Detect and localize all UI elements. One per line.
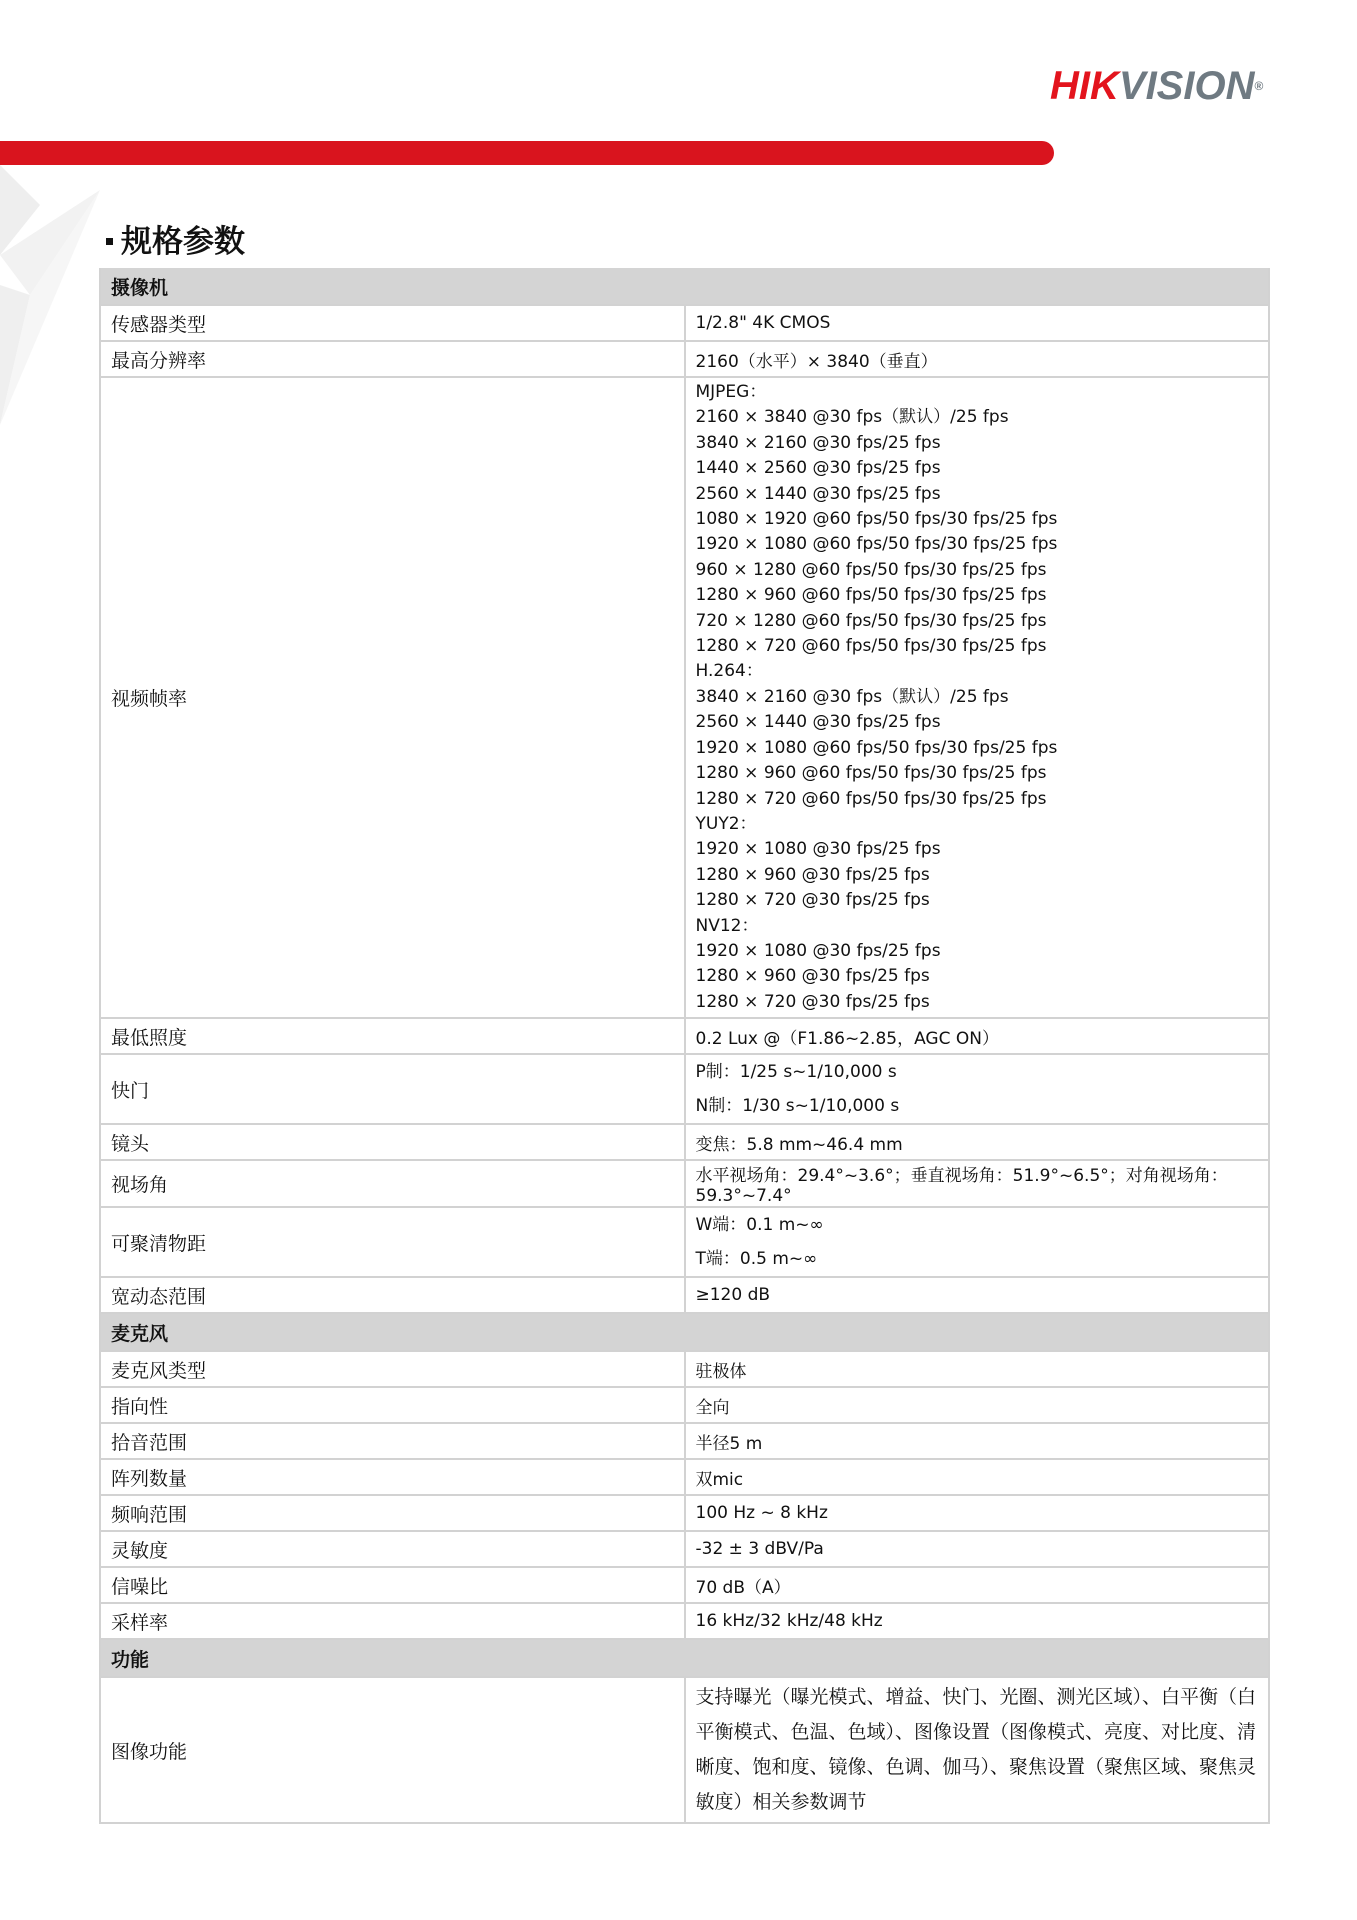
framerate-line: 1920 × 1080 @30 fps/25 fps [695,839,941,860]
spec-line: N制：1/30 s~1/10,000 s [695,1096,900,1117]
spec-label: 宽动态范围 [100,1277,685,1313]
spec-label: 麦克风类型 [100,1351,685,1387]
framerate-line: 1280 × 720 @30 fps/25 fps [695,991,930,1012]
table-row [100,341,1269,377]
spec-label: 快门 [100,1054,685,1124]
spec-label: 镜头 [100,1124,685,1160]
spec-value: 水平视场角：29.4°~3.6°；垂直视场角：51.9°~6.5°；对角视场角：59.3°~7.4° [685,1160,1270,1207]
header-red-bar [0,141,1054,165]
framerate-line: H.264： [695,661,763,682]
spec-value: 半径5 m [685,1423,1270,1459]
framerate-line: 1920 × 1080 @60 fps/50 fps/30 fps/25 fps [695,737,1058,758]
framerate-line: 1280 × 960 @30 fps/25 fps [695,864,930,885]
category-header: 麦克风 [100,1313,1269,1351]
table-row [100,1567,1269,1603]
table-row [100,1124,1269,1160]
framerate-line: 2160 × 3840 @30 fps（默认）/25 fps [695,407,1009,428]
framerate-line: NV12： [695,915,759,936]
framerate-line: 1280 × 960 @30 fps/25 fps [695,966,930,987]
spec-label: 指向性 [100,1387,685,1423]
spec-value: 16 kHz/32 kHz/48 kHz [685,1603,1270,1639]
spec-label: 采样率 [100,1603,685,1639]
spec-label: 视场角 [100,1160,685,1207]
category-row-camera [100,268,1269,305]
table-row [100,1018,1269,1054]
spec-paragraph: 支持曝光（曝光模式、增益、快门、光圈、测光区域）、白平衡（白平衡模式、色温、色域）、图像设置（图像模式、亮度、对比度、清晰度、饱和度、镜像、色调、伽马）、聚焦设置（聚焦区域、聚焦灵敏度）相关参数调节 [695,1686,1257,1814]
table-row [100,305,1269,341]
spec-value [685,1677,1270,1823]
framerate-line: 1280 × 960 @60 fps/50 fps/30 fps/25 fps [695,763,1047,784]
spec-line: P制：1/25 s~1/10,000 s [695,1062,897,1083]
framerate-line: 1280 × 960 @60 fps/50 fps/30 fps/25 fps [695,585,1047,606]
spec-value-list [685,1207,1270,1277]
spec-label: 拾音范围 [100,1423,685,1459]
framerate-line: 1920 × 1080 @60 fps/50 fps/30 fps/25 fps [695,534,1058,555]
table-row [100,1495,1269,1531]
spec-label: 最高分辨率 [100,341,685,377]
spec-value: 变焦：5.8 mm~46.4 mm [685,1124,1270,1160]
framerate-line: 3840 × 2160 @30 fps/25 fps [695,432,941,453]
table-row [100,1677,1269,1823]
framerate-line: 1080 × 1920 @60 fps/50 fps/30 fps/25 fps [695,509,1058,530]
spec-value: 驻极体 [685,1351,1270,1387]
spec-label: 信噪比 [100,1567,685,1603]
framerate-line: 1280 × 720 @60 fps/50 fps/30 fps/25 fps [695,788,1047,809]
spec-value: -32 ± 3 dBV/Pa [685,1531,1270,1567]
framerate-lines [696,378,1259,1017]
spec-value: 70 dB（A） [685,1567,1270,1603]
spec-value: 2160（水平）× 3840（垂直） [685,341,1270,377]
table-row [100,1531,1269,1567]
spec-label: 阵列数量 [100,1459,685,1495]
hikvision-logo: HIKVISION® [1050,64,1264,108]
category-row-mic [100,1313,1269,1351]
page-title: 规格参数 [106,218,245,266]
category-header: 摄像机 [100,268,1269,305]
framerate-line: 1280 × 720 @30 fps/25 fps [695,890,930,911]
spec-line: W端：0.1 m~∞ [695,1215,824,1236]
spec-label: 可聚清物距 [100,1207,685,1277]
table-row [100,1603,1269,1639]
spec-label: 图像功能 [100,1677,685,1823]
framerate-line: 720 × 1280 @60 fps/50 fps/30 fps/25 fps [695,610,1047,631]
framerate-line: 960 × 1280 @60 fps/50 fps/30 fps/25 fps [695,559,1047,580]
spec-label: 视频帧率 [100,377,685,1018]
framerate-line: 3840 × 2160 @30 fps（默认）/25 fps [695,686,1009,707]
table-row [100,1423,1269,1459]
spec-label: 灵敏度 [100,1531,685,1567]
framerate-line: 1920 × 1080 @30 fps/25 fps [695,940,941,961]
table-row [100,1277,1269,1313]
spec-label: 频响范围 [100,1495,685,1531]
table-row [100,377,1269,1018]
table-row [100,1387,1269,1423]
framerate-line: 2560 × 1440 @30 fps/25 fps [695,483,941,504]
spec-value: 全向 [685,1387,1270,1423]
spec-line: T端：0.5 m~∞ [695,1249,818,1270]
decorative-triangles [0,165,110,425]
spec-label: 最低照度 [100,1018,685,1054]
table-row [100,1160,1269,1207]
category-header: 功能 [100,1639,1269,1677]
table-row [100,1459,1269,1495]
framerate-line: 1440 × 2560 @30 fps/25 fps [695,458,941,479]
spec-value: ≥120 dB [685,1277,1270,1313]
spec-table [99,268,1270,1824]
table-row [100,1054,1269,1124]
table-row [100,1351,1269,1387]
framerate-line: 2560 × 1440 @30 fps/25 fps [695,712,941,733]
category-row-function [100,1639,1269,1677]
spec-value: 双mic [685,1459,1270,1495]
spec-label: 传感器类型 [100,305,685,341]
table-row [100,1207,1269,1277]
spec-value: 0.2 Lux @（F1.86~2.85，AGC ON） [685,1018,1270,1054]
spec-value-list [685,1054,1270,1124]
framerate-line: YUY2： [695,813,757,834]
spec-value-list [685,377,1270,1018]
framerate-line: 1280 × 720 @60 fps/50 fps/30 fps/25 fps [695,636,1047,657]
spec-value: 1/2.8" 4K CMOS [685,305,1270,341]
framerate-line: MJPEG： [695,382,767,402]
spec-value: 100 Hz ~ 8 kHz [685,1495,1270,1531]
